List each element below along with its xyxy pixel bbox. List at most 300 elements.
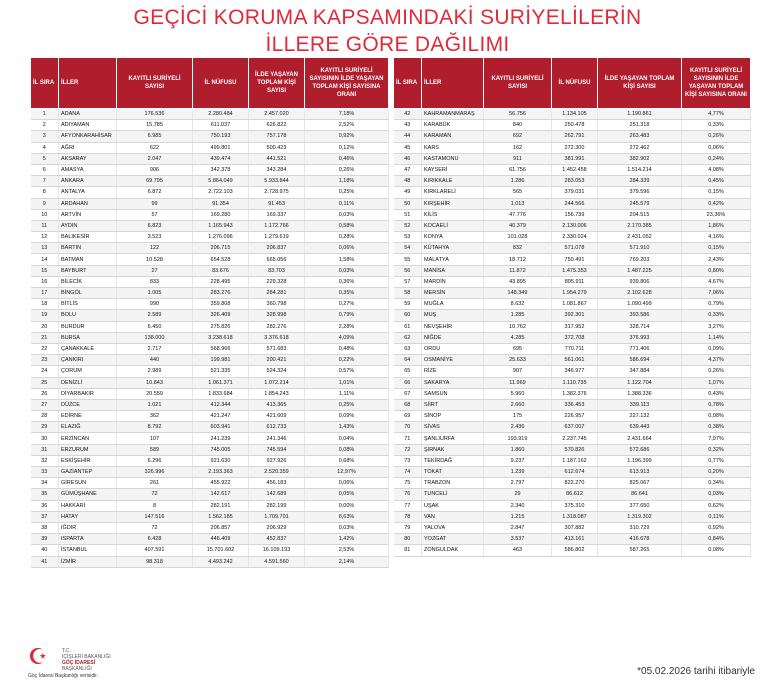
cell-sira: 44: [394, 131, 422, 142]
cell-oran: 0,26%: [305, 164, 389, 175]
cell-kayitli: 20.559: [117, 388, 193, 399]
cell-il: ŞANLIURFA: [422, 433, 484, 444]
cell-kayitli: 8.792: [117, 422, 193, 433]
cell-sira: 69: [394, 411, 422, 422]
cell-kayitli: 6.296: [117, 455, 193, 466]
cell-sira: 21: [31, 332, 59, 343]
table-row: [394, 109, 751, 120]
cell-sira: 30: [31, 433, 59, 444]
cell-kayitli: 1.013: [484, 198, 552, 209]
cell-yasayan: 825.067: [598, 478, 682, 489]
cell-il: ANKARA: [59, 176, 117, 187]
cell-yasayan: 263.483: [598, 131, 682, 142]
cell-kayitli: 2.717: [117, 343, 193, 354]
cell-nufus: 770.711: [552, 343, 598, 354]
cell-oran: 0,08%: [682, 545, 751, 556]
cell-il: ZONGULDAK: [422, 545, 484, 556]
table-row: [31, 153, 389, 164]
cell-kayitli: 56.756: [484, 109, 552, 120]
header-sira: İL SIRA: [31, 58, 59, 109]
cell-yasayan: 757.178: [249, 131, 305, 142]
cell-oran: 0,62%: [682, 500, 751, 511]
table-row: [31, 388, 389, 399]
table-row: [31, 455, 389, 466]
cell-nufus: 156.739: [552, 209, 598, 220]
cell-yasayan: 416.678: [598, 534, 682, 545]
cell-yasayan: 86.641: [598, 489, 682, 500]
table-row: [394, 444, 751, 455]
cell-yasayan: 5.933.844: [249, 176, 305, 187]
cell-yasayan: 1.388.336: [598, 388, 682, 399]
cell-kayitli: 1.239: [484, 467, 552, 478]
cell-yasayan: 83.703: [249, 265, 305, 276]
cell-oran: 0,03%: [682, 489, 751, 500]
cell-oran: 0,05%: [305, 489, 389, 500]
table-row: [394, 131, 751, 142]
cell-nufus: 895.911: [552, 276, 598, 287]
cell-sira: 22: [31, 343, 59, 354]
cell-oran: 0,12%: [305, 142, 389, 153]
cell-kayitli: 2.589: [117, 310, 193, 321]
cell-kayitli: 8.632: [484, 299, 552, 310]
cell-kayitli: 6.450: [117, 321, 193, 332]
cell-sira: 12: [31, 232, 59, 243]
cell-yasayan: 142.689: [249, 489, 305, 500]
table-row: [31, 187, 389, 198]
cell-il: ERZİNCAN: [59, 433, 117, 444]
cell-sira: 67: [394, 388, 422, 399]
cell-kayitli: 907: [484, 366, 552, 377]
cell-nufus: 1.833.684: [193, 388, 249, 399]
cell-il: AMASYA: [59, 164, 117, 175]
cell-il: VAN: [422, 511, 484, 522]
table-row: [31, 164, 389, 175]
cell-il: HAKKARİ: [59, 500, 117, 511]
cell-oran: 0,15%: [682, 187, 751, 198]
table-row: [31, 220, 389, 231]
cell-sira: 16: [31, 276, 59, 287]
cell-sira: 70: [394, 422, 422, 433]
table-row: [394, 366, 751, 377]
cell-sira: 14: [31, 254, 59, 265]
cell-il: SAMSUN: [422, 388, 484, 399]
cell-kayitli: 3.523: [117, 232, 193, 243]
cell-yasayan: 452.837: [249, 534, 305, 545]
cell-nufus: 1.061.371: [193, 377, 249, 388]
cell-sira: 53: [394, 232, 422, 243]
cell-il: DİYARBAKIR: [59, 388, 117, 399]
header-sira: İL SIRA: [394, 58, 422, 109]
cell-oran: 1,01%: [305, 377, 389, 388]
cell-il: BURSA: [59, 332, 117, 343]
cell-yasayan: 1.709.701: [249, 511, 305, 522]
cell-il: ŞIRNAK: [422, 444, 484, 455]
cell-oran: 0,84%: [682, 534, 751, 545]
table-row: [31, 422, 389, 433]
cell-il: KİLİS: [422, 209, 484, 220]
cell-sira: 20: [31, 321, 59, 332]
cell-sira: 27: [31, 399, 59, 410]
table-row: [394, 153, 751, 164]
cell-sira: 76: [394, 489, 422, 500]
cell-sira: 72: [394, 444, 422, 455]
table-row: [394, 209, 751, 220]
cell-nufus: 421.247: [193, 411, 249, 422]
cell-yasayan: 16.109.193: [249, 545, 305, 556]
cell-yasayan: 328.714: [598, 321, 682, 332]
table-row: [394, 411, 751, 422]
cell-oran: 0,46%: [305, 153, 389, 164]
cell-oran: 0,08%: [682, 411, 751, 422]
cell-kayitli: 6.985: [117, 131, 193, 142]
cell-sira: 6: [31, 164, 59, 175]
cell-yasayan: 571.683: [249, 343, 305, 354]
cell-il: ARDAHAN: [59, 198, 117, 209]
header-kayitli: KAYITLI SURİYELİ SAYISI: [117, 58, 193, 109]
cell-kayitli: 122: [117, 243, 193, 254]
cell-nufus: 561.061: [552, 355, 598, 366]
cell-oran: 12,97%: [305, 467, 389, 478]
cell-nufus: 83.676: [193, 265, 249, 276]
cell-yasayan: 245.579: [598, 198, 682, 209]
cell-yasayan: 2.102.628: [598, 288, 682, 299]
cell-sira: 51: [394, 209, 422, 220]
cell-sira: 48: [394, 176, 422, 187]
cell-kayitli: 11.872: [484, 265, 552, 276]
cell-yasayan: 251.318: [598, 120, 682, 131]
table-row: [394, 187, 751, 198]
cell-nufus: 1.452.458: [552, 164, 598, 175]
cell-il: TUNCELİ: [422, 489, 484, 500]
cell-il: ADANA: [59, 109, 117, 120]
cell-yasayan: 1.072.214: [249, 377, 305, 388]
cell-il: KONYA: [422, 232, 484, 243]
cell-oran: 2,52%: [305, 120, 389, 131]
cell-il: SAKARYA: [422, 377, 484, 388]
cell-il: ÇANKIRI: [59, 355, 117, 366]
table-row: [31, 332, 389, 343]
cell-nufus: 307.882: [552, 522, 598, 533]
header-nufus: İL NÜFUSU: [193, 58, 249, 109]
cell-kayitli: 1.021: [117, 399, 193, 410]
cell-sira: 32: [31, 455, 59, 466]
table-row: [31, 265, 389, 276]
cell-oran: 0,92%: [682, 522, 751, 533]
table-row: [394, 455, 751, 466]
cell-il: KIRŞEHİR: [422, 198, 484, 209]
cell-nufus: 822.270: [552, 478, 598, 489]
cell-il: UŞAK: [422, 500, 484, 511]
cell-sira: 49: [394, 187, 422, 198]
cell-oran: 0,27%: [305, 299, 389, 310]
cell-sira: 50: [394, 198, 422, 209]
cell-nufus: 439.474: [193, 153, 249, 164]
cell-kayitli: 98.318: [117, 556, 193, 567]
cell-yasayan: 310.729: [598, 522, 682, 533]
cell-il: TEKİRDAĞ: [422, 455, 484, 466]
logo-line3: GÖÇ İDARESİ: [62, 660, 96, 666]
header-iller: İLLER: [59, 58, 117, 109]
table-row: [31, 310, 389, 321]
table-row: [31, 433, 389, 444]
cell-il: IĞDIR: [59, 522, 117, 533]
cell-oran: 0,03%: [305, 209, 389, 220]
page-title-line1: GEÇİCİ KORUMA KAPSAMINDAKİ SURİYELİLERİN: [133, 6, 642, 29]
cell-oran: 1,11%: [305, 388, 389, 399]
cell-oran: 4,09%: [305, 332, 389, 343]
header-oran: KAYITLI SURİYELİ SAYISININ İLDE YAŞAYAN TOPLAM KİŞİ SAYISINA ORANI: [682, 58, 751, 109]
table-row: [394, 232, 751, 243]
table-row: [394, 545, 751, 556]
cell-kayitli: 407.591: [117, 545, 193, 556]
table-row: [31, 198, 389, 209]
cell-oran: 0,06%: [305, 478, 389, 489]
cell-yasayan: 379.596: [598, 187, 682, 198]
cell-sira: 40: [31, 545, 59, 556]
cell-kayitli: 72: [117, 522, 193, 533]
header-yasayan: İLDE YAŞAYAN TOPLAM KİŞİ SAYISI: [598, 58, 682, 109]
cell-nufus: 228.495: [193, 276, 249, 287]
table-row: [394, 243, 751, 254]
cell-yasayan: 227.132: [598, 411, 682, 422]
cell-il: ANTALYA: [59, 187, 117, 198]
cell-sira: 58: [394, 288, 422, 299]
cell-yasayan: 204.515: [598, 209, 682, 220]
cell-oran: 0,03%: [305, 522, 389, 533]
table-row: [394, 467, 751, 478]
cell-sira: 43: [394, 120, 422, 131]
cell-oran: 2,28%: [305, 321, 389, 332]
cell-il: TOKAT: [422, 467, 484, 478]
cell-nufus: 206.715: [193, 243, 249, 254]
cell-oran: 0,00%: [305, 500, 389, 511]
table-row: [394, 489, 751, 500]
cell-sira: 59: [394, 299, 422, 310]
cell-kayitli: 362: [117, 411, 193, 422]
cell-il: TRABZON: [422, 478, 484, 489]
cell-sira: 79: [394, 522, 422, 533]
table-row: [31, 489, 389, 500]
table-row: [31, 243, 389, 254]
cell-nufus: 413.161: [552, 534, 598, 545]
cell-oran: 4,77%: [682, 109, 751, 120]
cell-il: KAYSERİ: [422, 164, 484, 175]
cell-nufus: 169.280: [193, 209, 249, 220]
table-row: [31, 399, 389, 410]
cell-oran: 2,43%: [682, 254, 751, 265]
cell-kayitli: 72: [117, 489, 193, 500]
cell-sira: 64: [394, 355, 422, 366]
cell-kayitli: 15.785: [117, 120, 193, 131]
table-row: [31, 109, 389, 120]
cell-oran: 0,06%: [682, 142, 751, 153]
cell-nufus: 244.566: [552, 198, 598, 209]
cell-il: MERSİN: [422, 288, 484, 299]
cell-kayitli: 47.776: [484, 209, 552, 220]
cell-sira: 52: [394, 220, 422, 231]
cell-sira: 5: [31, 153, 59, 164]
cell-nufus: 745.005: [193, 444, 249, 455]
cell-il: BİTLİS: [59, 299, 117, 310]
cell-kayitli: 2.660: [484, 399, 552, 410]
cell-il: AFYONKARAHİSAR: [59, 131, 117, 142]
cell-nufus: 392.301: [552, 310, 598, 321]
table-row: [31, 120, 389, 131]
table-row: [394, 522, 751, 533]
cell-kayitli: 2.989: [117, 366, 193, 377]
cell-nufus: 921.630: [193, 455, 249, 466]
cell-yasayan: 376.993: [598, 332, 682, 343]
cell-yasayan: 272.462: [598, 142, 682, 153]
cell-il: SİVAS: [422, 422, 484, 433]
cell-kayitli: 6.428: [117, 534, 193, 545]
table-row: [31, 411, 389, 422]
cell-kayitli: 29: [484, 489, 552, 500]
cell-il: KIRKLARELİ: [422, 187, 484, 198]
cell-nufus: 1.276.096: [193, 232, 249, 243]
cell-il: YALOVA: [422, 522, 484, 533]
cell-oran: 1,58%: [305, 254, 389, 265]
cell-sira: 63: [394, 343, 422, 354]
cell-yasayan: 339.113: [598, 399, 682, 410]
cell-il: SİİRT: [422, 399, 484, 410]
cell-sira: 60: [394, 310, 422, 321]
cell-sira: 45: [394, 142, 422, 153]
table-row: [31, 377, 389, 388]
cell-kayitli: 2.797: [484, 478, 552, 489]
header-kayitli: KAYITLI SURİYELİ SAYISI: [484, 58, 552, 109]
table-row: [31, 321, 389, 332]
cell-sira: 57: [394, 276, 422, 287]
cell-yasayan: 282.199: [249, 500, 305, 511]
cell-oran: 0,09%: [305, 411, 389, 422]
cell-il: MUŞ: [422, 310, 484, 321]
cell-sira: 28: [31, 411, 59, 422]
cell-nufus: 2.280.484: [193, 109, 249, 120]
cell-nufus: 283.053: [552, 176, 598, 187]
cell-kayitli: 2.047: [117, 153, 193, 164]
cell-kayitli: 906: [117, 164, 193, 175]
cell-oran: 0,45%: [682, 176, 751, 187]
cell-kayitli: 5.960: [484, 388, 552, 399]
table-row: [394, 288, 751, 299]
cell-yasayan: 229.328: [249, 276, 305, 287]
table-row: [31, 142, 389, 153]
cell-nufus: 250.478: [552, 120, 598, 131]
cell-sira: 65: [394, 366, 422, 377]
table-row: [31, 467, 389, 478]
logo-line4: BAŞKANLIĞI: [62, 666, 92, 672]
cell-kayitli: 10.762: [484, 321, 552, 332]
cell-il: GAZİANTEP: [59, 467, 117, 478]
cell-sira: 24: [31, 366, 59, 377]
cell-kayitli: 25.633: [484, 355, 552, 366]
cell-yasayan: 665.056: [249, 254, 305, 265]
cell-oran: 0,58%: [305, 220, 389, 231]
cell-nufus: 1.562.185: [193, 511, 249, 522]
cell-nufus: 317.952: [552, 321, 598, 332]
cell-yasayan: 639.443: [598, 422, 682, 433]
cell-yasayan: 200.421: [249, 355, 305, 366]
header-yasayan: İLDE YAŞAYAN TOPLAM KİŞİ SAYISI: [249, 58, 305, 109]
cell-nufus: 1.382.376: [552, 388, 598, 399]
table-row: [31, 343, 389, 354]
cell-nufus: 455.922: [193, 478, 249, 489]
cell-sira: 78: [394, 511, 422, 522]
cell-yasayan: 2.520.359: [249, 467, 305, 478]
cell-kayitli: 175: [484, 411, 552, 422]
cell-il: NEVŞEHİR: [422, 321, 484, 332]
cell-yasayan: 421.609: [249, 411, 305, 422]
table-row: [394, 120, 751, 131]
cell-yasayan: 284.281: [249, 288, 305, 299]
cell-yasayan: 1.319.302: [598, 511, 682, 522]
cell-oran: 1,43%: [305, 422, 389, 433]
cell-nufus: 750.193: [193, 131, 249, 142]
cell-il: ELAZIĞ: [59, 422, 117, 433]
cell-oran: 0,24%: [682, 153, 751, 164]
cell-nufus: 226.957: [552, 411, 598, 422]
cell-sira: 81: [394, 545, 422, 556]
cell-yasayan: 1.172.766: [249, 220, 305, 231]
cell-kayitli: 10.528: [117, 254, 193, 265]
cell-sira: 1: [31, 109, 59, 120]
cell-oran: 1,14%: [682, 332, 751, 343]
cell-oran: 7,06%: [682, 288, 751, 299]
cell-kayitli: 101.028: [484, 232, 552, 243]
cell-nufus: 326.409: [193, 310, 249, 321]
table-row: [31, 232, 389, 243]
cell-kayitli: 6.823: [117, 220, 193, 231]
cell-nufus: 91.354: [193, 198, 249, 209]
table-row: [31, 299, 389, 310]
cell-oran: 0,03%: [305, 265, 389, 276]
cell-yasayan: 413.365: [249, 399, 305, 410]
table-row: [394, 142, 751, 153]
table-row: [31, 288, 389, 299]
cell-kayitli: 463: [484, 545, 552, 556]
cell-yasayan: 1.854.243: [249, 388, 305, 399]
cell-yasayan: 206.837: [249, 243, 305, 254]
cell-yasayan: 284.339: [598, 176, 682, 187]
table-row: [394, 332, 751, 343]
cell-kayitli: 990: [117, 299, 193, 310]
cell-nufus: 375.310: [552, 500, 598, 511]
cell-nufus: 1.134.105: [552, 109, 598, 120]
cell-kayitli: 193.919: [484, 433, 552, 444]
cell-kayitli: 11.969: [484, 377, 552, 388]
cell-yasayan: 1.190.861: [598, 109, 682, 120]
page-title-line2: İLLERE GÖRE DAĞILIMI: [265, 33, 510, 56]
cell-nufus: 446.409: [193, 534, 249, 545]
cell-sira: 66: [394, 377, 422, 388]
cell-sira: 39: [31, 534, 59, 545]
table-row: [394, 511, 751, 522]
cell-nufus: 654.528: [193, 254, 249, 265]
cell-kayitli: 695: [484, 343, 552, 354]
cell-yasayan: 2.728.975: [249, 187, 305, 198]
cell-il: İSTANBUL: [59, 545, 117, 556]
cell-sira: 4: [31, 142, 59, 153]
cell-sira: 3: [31, 131, 59, 142]
cell-il: YOZGAT: [422, 534, 484, 545]
cell-oran: 1,86%: [682, 220, 751, 231]
cell-nufus: 570.826: [552, 444, 598, 455]
cell-oran: 0,78%: [682, 399, 751, 410]
cell-il: İZMİR: [59, 556, 117, 567]
cell-sira: 33: [31, 467, 59, 478]
cell-sira: 75: [394, 478, 422, 489]
